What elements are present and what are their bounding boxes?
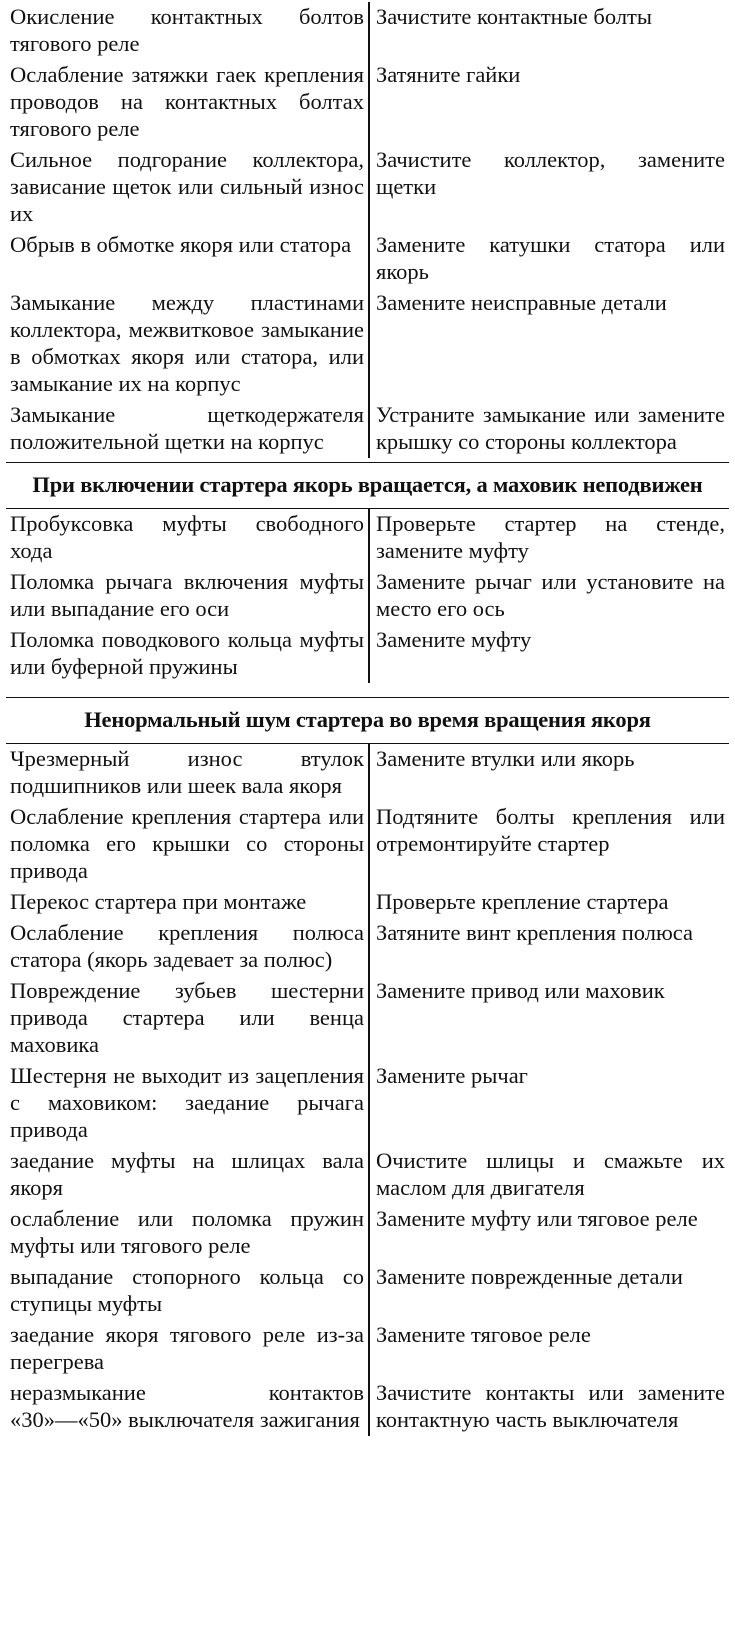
remedy-cell: Замените рычаг — [376, 1063, 528, 1088]
table-row — [6, 918, 729, 976]
remedy-cell: Зачистите контакты или замените контактную часть выключателя — [376, 1380, 725, 1432]
table-row — [6, 1378, 729, 1436]
cause-cell: Повреждение зубьев шестерни привода стартера или венца маховика — [6, 976, 370, 1061]
cause-cell: Обрыв в обмотке якоря или статора — [6, 230, 370, 288]
table-row — [6, 1146, 729, 1204]
table-row — [6, 230, 729, 288]
cause-cell: Поломка рычага включения муфты или выпадание его оси — [6, 567, 370, 625]
cause-cell: Перекос стартера при монтаже — [6, 887, 370, 918]
remedy-cell: Проверьте крепление стартера — [376, 889, 669, 914]
remedy-cell: Замените муфту или тяговое реле — [376, 1206, 698, 1231]
cause-cell: Сильное подгорание коллектора, зависание щеток или сильный износ их — [6, 145, 370, 230]
table-row — [6, 1262, 729, 1320]
remedy-cell: Проверьте стартер на стенде, замените муфту — [376, 511, 725, 563]
table-row — [6, 625, 729, 683]
remedy-cell: Замените привод или маховик — [376, 978, 665, 1003]
cause-cell: Ослабление крепления полюса статора (якорь задевает за полюс) — [6, 918, 370, 976]
cause-cell: Шестерня не выходит из зацепления с маховиком: заедание рычага привода — [6, 1061, 370, 1146]
cause-cell: Поломка поводкового кольца муфты или буферной пружины — [6, 625, 370, 683]
cause-cell: Замыкание щеткодержателя положительной щетки на корпус — [6, 400, 370, 458]
cause-cell: неразмыкание контактов «30»—«50» выключателя зажигания — [6, 1378, 370, 1436]
remedy-cell: Замените неисправные детали — [376, 290, 667, 315]
remedy-cell: Замените втулки или якорь — [376, 746, 635, 771]
remedy-cell: Подтяните болты крепления или отремонтируйте стартер — [376, 804, 725, 856]
cause-cell: Ослабление затяжки гаек крепления проводов на контактных болтах тягового реле — [6, 60, 370, 145]
table-row — [6, 1204, 729, 1262]
remedy-cell: Зачистите коллектор, замените щетки — [376, 147, 725, 199]
cause-cell: ослабление или поломка пружин муфты или тягового реле — [6, 1204, 370, 1262]
table-row — [6, 288, 729, 400]
section-1-table — [6, 2, 729, 458]
table-row — [6, 976, 729, 1061]
remedy-cell: Зачистите контактные болты — [376, 4, 653, 29]
section-2-heading: При включении стартера якорь вращается, а маховик неподвижен — [6, 462, 729, 509]
remedy-cell: Замените рычаг или установите на место его ось — [376, 569, 725, 621]
cause-cell: Замыкание между пластинами коллектора, межвитковое замыкание в обмотках якоря или статора, или замыкание их на корпус — [6, 288, 370, 400]
table-row — [6, 567, 729, 625]
cause-cell: Пробуксовка муфты свободного хода — [6, 509, 370, 567]
cause-cell: выпадание стопорного кольца со ступицы муфты — [6, 1262, 370, 1320]
table-row — [6, 887, 729, 918]
remedy-cell: Очистите шлицы и смажьте их маслом для двигателя — [376, 1148, 725, 1200]
table-row — [6, 1061, 729, 1146]
table-row — [6, 744, 729, 802]
remedy-cell: Затяните гайки — [376, 62, 521, 87]
cause-cell: Ослабление крепления стартера или поломка его крышки со стороны привода — [6, 802, 370, 887]
cause-cell: Окисление контактных болтов тягового реле — [6, 2, 370, 60]
cause-cell: заедание муфты на шлицах вала якоря — [6, 1146, 370, 1204]
remedy-cell: Замените катушки статора или якорь — [376, 232, 725, 284]
table-row — [6, 2, 729, 60]
remedy-cell: Замените тяговое реле — [376, 1322, 591, 1347]
remedy-cell: Замените муфту — [376, 627, 532, 652]
table-row — [6, 400, 729, 458]
section-3-table — [6, 744, 729, 1436]
table-row — [6, 145, 729, 230]
table-row — [6, 802, 729, 887]
remedy-cell: Затяните винт крепления полюса — [376, 920, 694, 945]
remedy-cell: Замените поврежденные детали — [376, 1264, 683, 1289]
table-row — [6, 60, 729, 145]
table-row — [6, 509, 729, 567]
table-row — [6, 1320, 729, 1378]
cause-cell: заедание якоря тягового реле из-за перегрева — [6, 1320, 370, 1378]
section-2-table — [6, 509, 729, 683]
cause-cell: Чрезмерный износ втулок подшипников или шеек вала якоря — [6, 744, 370, 802]
section-3-heading: Ненормальный шум стартера во время вращения якоря — [6, 697, 729, 744]
remedy-cell: Устраните замыкание или замените крышку со стороны коллектора — [376, 402, 725, 454]
